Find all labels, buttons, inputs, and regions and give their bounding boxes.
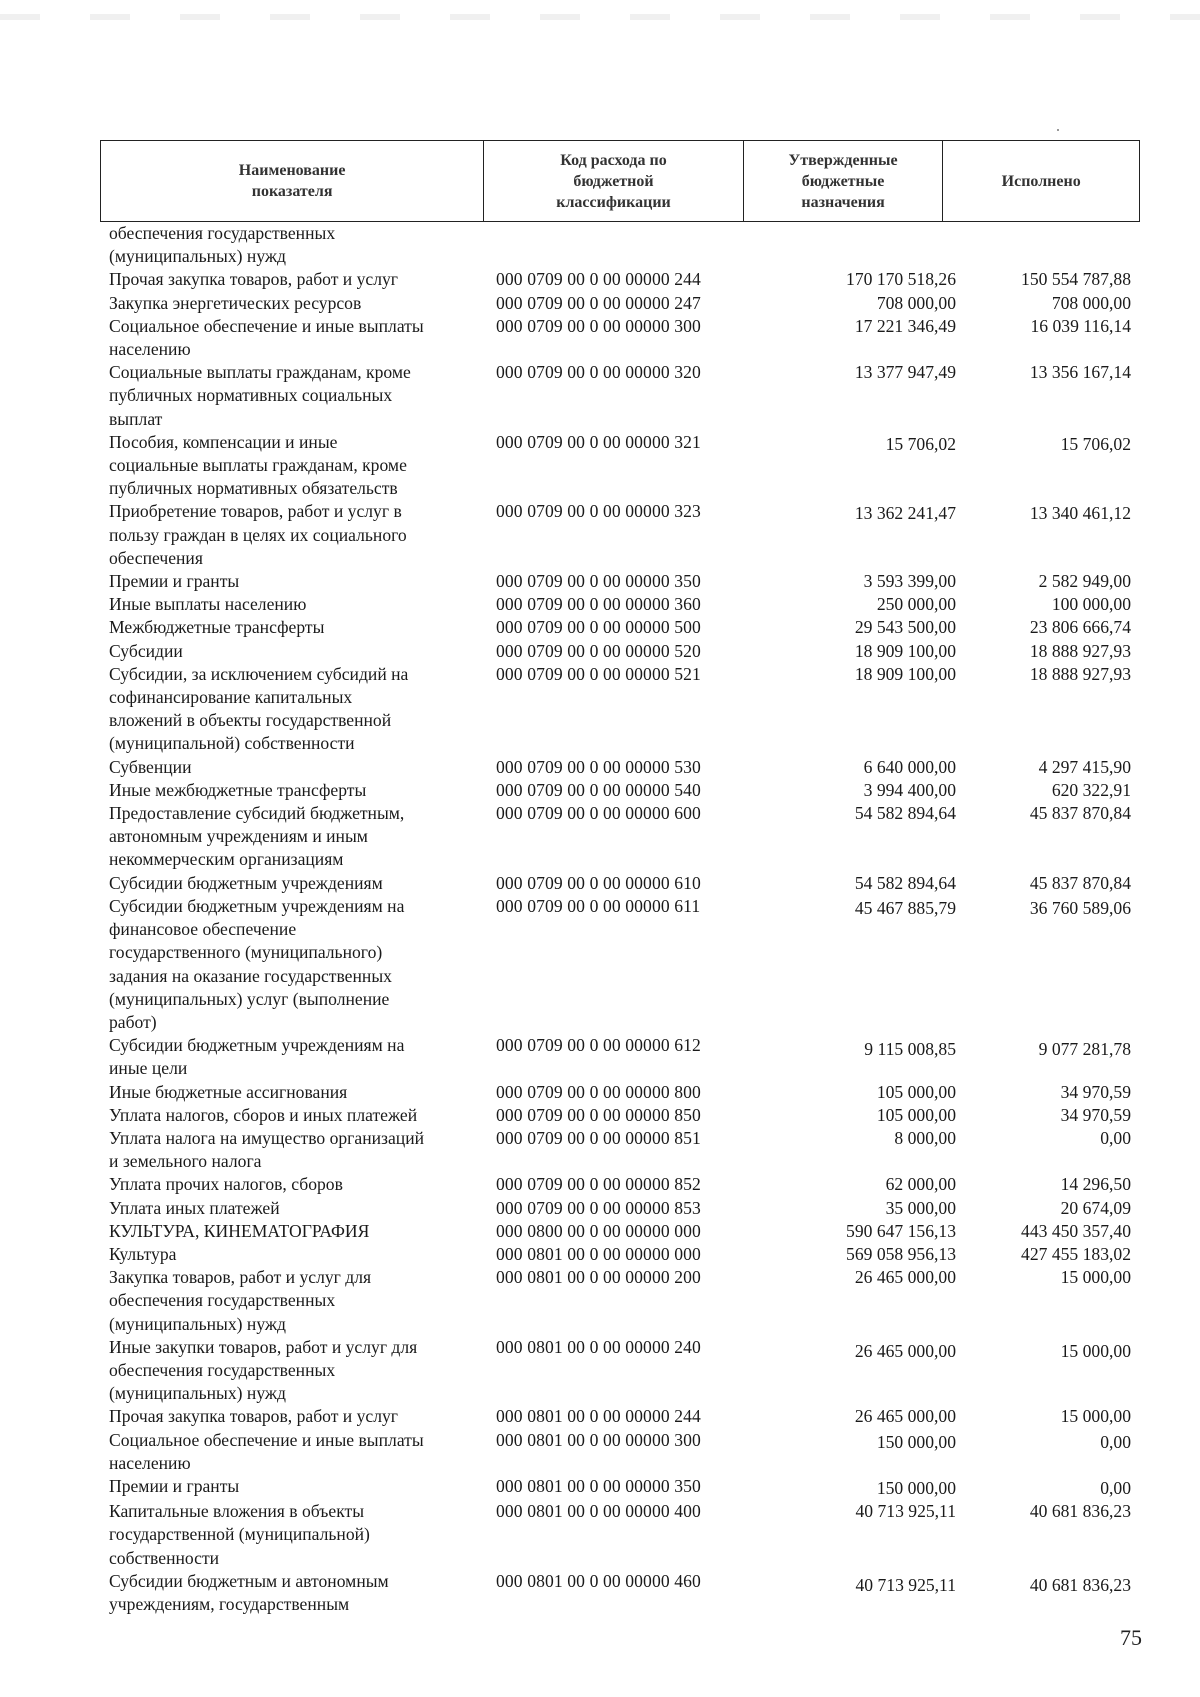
row-code: 000 0709 00 0 00 00000 611 [496, 895, 701, 916]
row-approved: 6 640 000,00 [863, 756, 956, 777]
table-row [100, 570, 1140, 593]
row-executed: 40 681 836,23 [1029, 1574, 1131, 1595]
row-code: 000 0709 00 0 00 00000 247 [496, 292, 701, 313]
row-executed: 9 077 281,78 [1038, 1039, 1131, 1060]
row-name: Субсидии бюджетным и автономным учреждениям, государственным [109, 1570, 389, 1614]
row-approved: 250 000,00 [876, 594, 956, 615]
table-row [100, 1104, 1140, 1127]
row-approved: 105 000,00 [876, 1104, 956, 1125]
row-code: 000 0709 00 0 00 00000 853 [496, 1197, 701, 1218]
row-approved: 45 467 885,79 [854, 897, 956, 918]
row-executed: 0,00 [1100, 1127, 1131, 1148]
table-row [100, 500, 1140, 570]
row-code: 000 0801 00 0 00 00000 300 [496, 1429, 701, 1450]
row-executed: 36 760 589,06 [1029, 897, 1131, 918]
table-row [100, 1081, 1140, 1104]
scan-artifact [0, 14, 1200, 20]
row-code: 000 0800 00 0 00 00000 000 [496, 1220, 701, 1241]
table-row [100, 1034, 1140, 1080]
row-name: Капитальные вложения в объекты государственной (муниципальной) собственности [109, 1501, 370, 1568]
row-name: Социальное обеспечение и иные выплаты населению [109, 315, 424, 360]
row-executed: 15 706,02 [1060, 433, 1131, 454]
row-code: 000 0709 00 0 00 00000 323 [496, 501, 701, 522]
row-approved: 18 909 100,00 [854, 640, 956, 661]
row-approved: 54 582 894,64 [854, 872, 956, 893]
table-row [100, 1570, 1140, 1616]
row-executed: 150 554 787,88 [1021, 269, 1131, 290]
row-code: 000 0801 00 0 00 00000 244 [496, 1406, 701, 1427]
row-name: КУЛЬТУРА, КИНЕМАТОГРАФИЯ [109, 1220, 370, 1241]
row-approved: 170 170 518,26 [846, 269, 956, 290]
row-name: Уплата прочих налогов, сборов [109, 1174, 343, 1195]
row-code: 000 0709 00 0 00 00000 521 [496, 663, 701, 684]
row-approved: 9 115 008,85 [864, 1039, 956, 1060]
row-approved: 569 058 956,13 [846, 1243, 956, 1264]
row-approved: 15 706,02 [885, 433, 956, 454]
table-row [100, 756, 1140, 779]
row-code: 000 0801 00 0 00 00000 200 [496, 1267, 701, 1288]
row-name: Предоставление субсидий бюджетным, автономным учреждениям и иным некоммерческим организациям [109, 803, 405, 870]
table-row [100, 292, 1140, 315]
row-approved: 708 000,00 [876, 292, 956, 313]
row-code: 000 0709 00 0 00 00000 244 [496, 269, 701, 290]
row-name: обеспечения государственных (муниципальных) нужд [109, 223, 336, 267]
row-executed: 0,00 [1100, 1477, 1131, 1498]
row-code: 000 0709 00 0 00 00000 360 [496, 594, 701, 615]
row-name: Приобретение товаров, работ и услуг в пользу граждан в целях их социального обеспечения [109, 501, 407, 568]
table-row [100, 315, 1140, 361]
row-approved: 18 909 100,00 [854, 663, 956, 684]
row-approved: 13 362 241,47 [854, 503, 956, 524]
row-name: Субсидии [109, 640, 183, 661]
row-executed: 34 970,59 [1060, 1081, 1131, 1102]
row-executed: 2 582 949,00 [1038, 571, 1131, 592]
row-approved: 29 543 500,00 [854, 617, 956, 638]
row-executed: 708 000,00 [1051, 292, 1131, 313]
table-row [100, 268, 1140, 291]
row-name: Уплата налога на имущество организаций и земельного налога [109, 1127, 425, 1172]
row-executed: 34 970,59 [1060, 1104, 1131, 1125]
row-approved: 35 000,00 [885, 1197, 956, 1218]
row-name: Иные бюджетные ассигнования [109, 1081, 348, 1102]
table-row [100, 640, 1140, 663]
row-name: Уплата налогов, сборов и иных платежей [109, 1104, 418, 1125]
row-name: Иные закупки товаров, работ и услуг для обеспечения государственных (муниципальных) нужд [109, 1336, 418, 1404]
table-row [100, 1405, 1140, 1428]
row-approved: 26 465 000,00 [854, 1406, 956, 1427]
row-code: 000 0709 00 0 00 00000 600 [496, 803, 701, 824]
row-code: 000 0709 00 0 00 00000 320 [496, 362, 701, 383]
row-code: 000 0709 00 0 00 00000 300 [496, 315, 701, 336]
row-code: 000 0801 00 0 00 00000 000 [496, 1243, 701, 1264]
table-row [100, 222, 1140, 268]
row-executed [970, 222, 1140, 268]
row-approved: 40 713 925,11 [855, 1501, 956, 1522]
row-name: Субсидии, за исключением субсидий на софинансирование капитальных вложений в объекты государственной (муниципальной) собственности [109, 663, 409, 754]
row-code: 000 0801 00 0 00 00000 240 [496, 1336, 701, 1357]
row-name: Иные межбюджетные трансферты [109, 779, 367, 800]
row-executed: 4 297 415,90 [1038, 756, 1131, 777]
row-approved [714, 222, 970, 268]
row-code: 000 0709 00 0 00 00000 350 [496, 571, 701, 592]
table-row [100, 1429, 1140, 1475]
header-name: Наименование показателя [101, 141, 484, 221]
table-row [100, 616, 1140, 639]
row-executed: 18 888 927,93 [1029, 640, 1131, 661]
row-code: 000 0709 00 0 00 00000 520 [496, 640, 701, 661]
table-row [100, 1243, 1140, 1266]
row-executed: 45 837 870,84 [1029, 803, 1131, 824]
page-number: 75 [1120, 1625, 1142, 1650]
row-code: 000 0709 00 0 00 00000 852 [496, 1174, 701, 1195]
row-approved: 26 465 000,00 [854, 1340, 956, 1361]
table-row [100, 1336, 1140, 1406]
row-executed: 15 000,00 [1060, 1406, 1131, 1427]
row-executed: 15 000,00 [1060, 1340, 1131, 1361]
table-row [100, 431, 1140, 501]
row-executed: 23 806 666,74 [1029, 617, 1131, 638]
row-executed: 45 837 870,84 [1029, 872, 1131, 893]
header-executed: Исполнено [1001, 172, 1081, 190]
row-code [484, 222, 714, 268]
row-executed: 40 681 836,23 [1029, 1501, 1131, 1522]
row-name: Субсидии бюджетным учреждениям на иные цели [109, 1035, 405, 1079]
row-name: Уплата иных платежей [109, 1197, 280, 1218]
row-executed: 14 296,50 [1060, 1174, 1131, 1195]
row-code: 000 0709 00 0 00 00000 850 [496, 1104, 701, 1125]
row-approved: 590 647 156,13 [846, 1220, 956, 1241]
table-row [100, 1475, 1140, 1500]
table-row [100, 1266, 1140, 1336]
row-code: 000 0709 00 0 00 00000 800 [496, 1081, 701, 1102]
row-name: Премии и гранты [109, 1475, 240, 1496]
table-row [100, 802, 1140, 872]
table-row [100, 872, 1140, 895]
row-approved: 150 000,00 [876, 1431, 956, 1452]
row-code: 000 0709 00 0 00 00000 540 [496, 779, 701, 800]
row-code: 000 0801 00 0 00 00000 460 [496, 1570, 701, 1591]
row-approved: 8 000,00 [894, 1127, 956, 1148]
row-approved: 13 377 947,49 [854, 362, 956, 383]
table-header [100, 140, 1140, 222]
table-row [100, 1197, 1140, 1220]
table-row [100, 895, 1140, 1034]
row-approved: 3 593 399,00 [863, 571, 956, 592]
table-row [100, 1500, 1140, 1570]
row-executed: 15 000,00 [1060, 1267, 1131, 1288]
row-name: Субсидии бюджетным учреждениям на финансовое обеспечение государственного (муниципального) задания на оказание государственных (муниципальных) услуг (выполнение работ) [109, 895, 405, 1032]
row-executed: 20 674,09 [1060, 1197, 1131, 1218]
row-name: Прочая закупка товаров, работ и услуг [109, 1406, 399, 1427]
row-executed: 620 322,91 [1051, 779, 1131, 800]
table-row [100, 779, 1140, 802]
scan-dot [1057, 129, 1059, 131]
table-body [100, 222, 1140, 1616]
table-row [100, 663, 1140, 756]
row-executed: 427 455 183,02 [1021, 1243, 1131, 1264]
row-approved: 150 000,00 [876, 1477, 956, 1498]
row-name: Пособия, компенсации и иные социальные выплаты гражданам, кроме публичных нормативных обязательств [109, 431, 407, 499]
row-approved: 26 465 000,00 [854, 1267, 956, 1288]
row-executed: 13 340 461,12 [1029, 503, 1131, 524]
table-row [100, 1173, 1140, 1196]
row-approved: 40 713 925,11 [855, 1574, 956, 1595]
row-name: Иные выплаты населению [109, 594, 307, 615]
row-executed: 16 039 116,14 [1030, 315, 1131, 336]
row-approved: 3 994 400,00 [863, 779, 956, 800]
row-code: 000 0709 00 0 00 00000 612 [496, 1035, 701, 1056]
row-executed: 13 356 167,14 [1029, 362, 1131, 383]
row-executed: 0,00 [1100, 1431, 1131, 1452]
row-approved: 105 000,00 [876, 1081, 956, 1102]
row-name: Субсидии бюджетным учреждениям [109, 872, 383, 893]
row-name: Прочая закупка товаров, работ и услуг [109, 269, 399, 290]
row-executed: 100 000,00 [1051, 594, 1131, 615]
table-row [100, 1127, 1140, 1173]
row-approved: 17 221 346,49 [854, 315, 956, 336]
row-executed: 18 888 927,93 [1029, 663, 1131, 684]
header-approved: Утвержденные бюджетные назначения [744, 141, 944, 221]
row-name: Межбюджетные трансферты [109, 617, 325, 638]
row-code: 000 0709 00 0 00 00000 851 [496, 1127, 701, 1148]
row-code: 000 0709 00 0 00 00000 500 [496, 617, 701, 638]
table-row [100, 1220, 1140, 1243]
table-row [100, 593, 1140, 616]
row-executed: 443 450 357,40 [1021, 1220, 1131, 1241]
row-code: 000 0709 00 0 00 00000 321 [496, 431, 701, 452]
row-name: Закупка товаров, работ и услуг для обеспечения государственных (муниципальных) нужд [109, 1267, 372, 1334]
table-row [100, 361, 1140, 431]
row-code: 000 0801 00 0 00 00000 400 [496, 1501, 701, 1522]
row-approved: 54 582 894,64 [854, 803, 956, 824]
row-name: Премии и гранты [109, 571, 240, 592]
row-code: 000 0709 00 0 00 00000 610 [496, 872, 701, 893]
row-name: Субвенции [109, 756, 192, 777]
header-code: Код расхода по бюджетной классификации [484, 141, 744, 221]
row-code: 000 0801 00 0 00 00000 350 [496, 1475, 701, 1496]
row-name: Культура [109, 1243, 177, 1264]
row-name: Социальное обеспечение и иные выплаты населению [109, 1429, 424, 1473]
row-code: 000 0709 00 0 00 00000 530 [496, 756, 701, 777]
row-name: Социальные выплаты гражданам, кроме публичных нормативных социальных выплат [109, 362, 411, 429]
row-name: Закупка энергетических ресурсов [109, 292, 362, 313]
row-approved: 62 000,00 [885, 1174, 956, 1195]
